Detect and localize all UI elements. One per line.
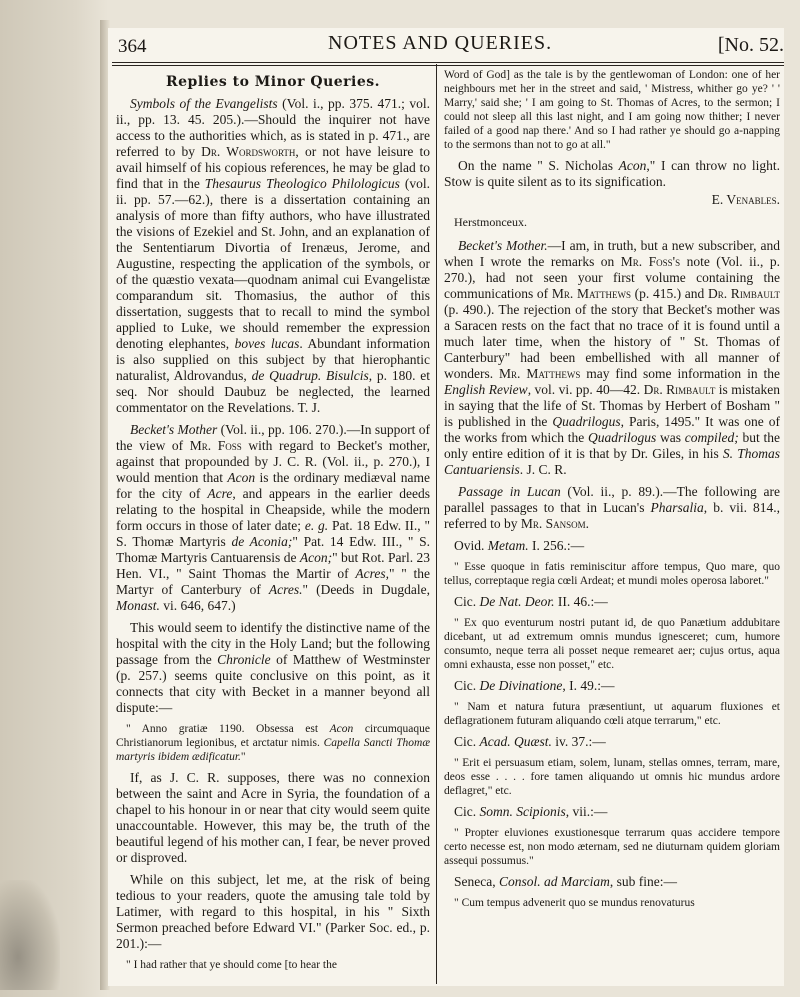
text-run: was [656, 430, 685, 445]
text-run: Pat. 18 Edw. II., " S. Thomæ Martyris [116, 518, 431, 549]
header-rule-thin [112, 65, 784, 66]
issue-number: [No. 52. [717, 34, 784, 56]
text-run: " Pat. 14 Edw. III., " S. Thomæ Martyris Cantuarensis de [116, 534, 431, 565]
citation-cic-nat-deor [454, 594, 780, 610]
text-run: " Propter eluviones exustionesque terrarum quas accidere tempore certo necesse est, non modo æternam, sed ne diuturnam quidem gloriam assequi possumus." [444, 827, 780, 867]
quote-ovid [444, 560, 780, 588]
text-run: This would seem to identify the distinctive name of the hospital with the city in the Holy Land; but the following passage from the [116, 620, 430, 667]
text-run: iv. 37.:— [551, 734, 606, 749]
text-run: , I. 49.:— [562, 678, 615, 693]
quote-cic-acad [444, 756, 780, 798]
text-run: Seneca, [454, 874, 499, 889]
text-run: " Erit ei persuasum etiam, solem, lunam, stellas omnes, terram, mare, deos esse . . . . fore tamen aliquando ut omnis hic mundus ardore deflagret," etc. [444, 757, 780, 797]
text-run: note (Vol. ii., p. 270.), had not seen your first volume containing the communications of [444, 254, 781, 301]
text-run: Passage in Lucan [458, 484, 561, 499]
text-run: (Vol. ii., pp. 106. 270.).—In support of the view of [116, 422, 430, 453]
text-run: (Vol. i., pp. 375. 471.; vol. ii., pp. 13. 45. 205.).—Should the inquirer not have access to the authorities which, as is stated in p. 471., are referred to by [116, 96, 430, 159]
text-run: of Matthew of Westminster (p. 257.) seems quite conclusive on this point, as it connects that city with Becket in a manner beyond all dispute:— [116, 652, 430, 715]
text-run: Mr. Matthews [551, 286, 631, 301]
text-run: , vol. vi. pp. 40—42. [527, 382, 644, 397]
text-run: Metam. [487, 538, 529, 553]
text-run: Mr. Sansom [520, 516, 586, 531]
text-run: On the name " S. Nicholas [458, 158, 619, 173]
paragraph-latimer-tale [116, 872, 430, 952]
text-run: Pharsalia [650, 500, 704, 515]
text-run: , p. 180. et seq. Nor should Daubuz be neglected, the learned commentator on the Revelations. T. J. [116, 368, 430, 415]
text-run: If, as J. C. R. supposes, there was no connexion between the saint and Acre in Syria, the foundation of a chapel to his honour in or near that city would seem quite unaccountable. However, this may be, the truth of the beautiful legend of his mother can, I fear, be never proved or disproved. [116, 770, 430, 865]
citation-cic-acad [454, 734, 780, 750]
text-run: Mr. Foss's [620, 254, 681, 269]
text-run: , or not have leisure to avail himself of his copious references, he may be glad to find that in the [116, 144, 431, 191]
text-run: Quadrilogus [552, 414, 621, 429]
text-run: , and appears in the earlier deeds relating to the hospital in Cheapside, while the modern form occurs in those of later date; [116, 486, 430, 533]
page-gutter-shadow [0, 0, 108, 997]
text-run: Somn. Scipionis [479, 804, 566, 819]
text-run: Becket's Mother [130, 422, 218, 437]
text-run: De Divinatione [479, 678, 563, 693]
left-column [116, 68, 430, 978]
text-run: (p. 490.). The rejection of the story that Becket's mother was a Saracen rests on the fact that no trace of it is found until a much later time, when the history of " St. Thomas of Canterbury" had been embellished with all manner of wonders. [444, 302, 780, 381]
text-run: (p. 415.) and [630, 286, 708, 301]
text-run: may find some information in the [580, 366, 780, 381]
text-run: " Cum tempus advenerit quo se mundus renovaturus [454, 897, 695, 909]
text-run: is mistaken in saying that the life of St. Thomas by Herbert of Bosham " is published in the [444, 382, 780, 429]
text-run: While on this subject, let me, at the risk of being tedious to your readers, quote the amusing tale told by Latimer, with regard to this hospital, in his " Sixth Sermon preached before Edward VI." (Parker Soc. ed., p. 201.):— [116, 872, 430, 951]
quote-latimer-continued [444, 68, 780, 152]
text-run: S. Thomas Cantuariensis [444, 446, 780, 477]
journal-title: NOTES AND QUERIES. [328, 32, 553, 54]
page-corner-stain [0, 880, 60, 990]
text-run: Dr. Rimbault [643, 382, 716, 397]
quote-cic-nat-deor [444, 616, 780, 672]
running-header [118, 32, 784, 62]
citation-seneca [454, 874, 780, 890]
text-run: (Vol. ii., p. 89.).—The following are parallel passages to that in Lucan's [444, 484, 781, 515]
citation-cic-somn [454, 804, 780, 820]
text-run: de Quadrup. Bisulcis [251, 368, 369, 383]
text-run: Chronicle [217, 652, 271, 667]
quote-latimer-start [116, 958, 430, 972]
text-run: II. 46.:— [554, 594, 608, 609]
text-run: Symbols of the Evangelists [130, 96, 278, 111]
text-run: Cic. [454, 594, 480, 609]
page-number: 364 [118, 36, 147, 57]
text-run: De Nat. Deor. [479, 594, 555, 609]
text-run: " but Rot. Parl. 23 Hen. VI., " Saint Thomas the Martir of [116, 550, 430, 581]
text-run: Acon [618, 158, 647, 173]
text-run: boves lucas [234, 336, 300, 351]
text-run: " [240, 751, 246, 763]
quote-cic-divinatione [444, 700, 780, 728]
text-run: e. g. [304, 518, 329, 533]
signature-venables: E. Venables. [711, 192, 780, 207]
text-run: " Anno gratiæ 1190. Obsessa est [126, 723, 330, 735]
text-run: Becket's Mother. [458, 238, 548, 253]
quote-seneca [444, 896, 780, 910]
text-run: Thesaurus Theologico Philologicus [204, 176, 400, 191]
text-run: circumquaque Christianorum legionibus, et arctatur nimis. [116, 723, 430, 749]
text-run: Consol. ad Marciam [498, 874, 610, 889]
paragraph-beckets-mother [116, 422, 430, 614]
text-run: , vii.:— [565, 804, 608, 819]
text-run: Acre [207, 486, 233, 501]
text-run: Cic. [454, 678, 480, 693]
text-run: Acad. Quæst. [479, 734, 552, 749]
paragraph-hospital-name [116, 620, 430, 716]
text-run: Acres. [268, 582, 303, 597]
text-run: Ovid. [454, 538, 488, 553]
text-run: Cic. [454, 734, 480, 749]
text-run: Capella Sancti Thomæ martyris ibidem ædificatur. [116, 737, 431, 763]
header-rule [112, 62, 784, 63]
text-run: " Nam et natura futura præsentiunt, ut aquarum fluxiones et deflagrationem futuram aliquando cœli atque terrarum," etc. [444, 701, 780, 727]
text-run: ," I can throw no light. Stow is quite silent as to its signification. [444, 158, 780, 189]
text-run: but the only entire edition of it is that by Dr. Giles, in his [444, 430, 781, 461]
citation-cic-divinatione [454, 678, 780, 694]
right-column [444, 68, 780, 916]
text-run: Dr. Rimbault [707, 286, 780, 301]
text-run: . [585, 516, 589, 531]
text-run: Dr. Wordsworth [201, 144, 296, 159]
text-run: Acon; [299, 550, 333, 565]
paragraph-symbols-evangelists [116, 96, 430, 416]
text-run: compiled; [684, 430, 739, 445]
text-run: de Aconia; [231, 534, 293, 549]
text-run: " I had rather that ye should come [to hear the [126, 959, 337, 971]
text-run: " Esse quoque in fatis reminiscitur affore tempus, Quo mare, quo tellus, correptaque regia cœli Ardeat; et mundi moles operosa laboret." [444, 561, 780, 587]
text-run: , sub fine:— [609, 874, 677, 889]
text-run: Cic. [454, 804, 480, 819]
text-run: Acon [227, 470, 256, 485]
text-run: Word of God] as the tale is by the gentlewoman of London: one of her neighbours met her in the street and said, ' Mistress, whither go ye? ' ' Marry,' said she; ' I am going to St. Thomas of Acres, to the sermon; I could not sleep all this last night, and I am going now thither; I never failed of a good nap there.' And so I had rather ye should go a-napping to the sermons than not to go at all." [444, 69, 780, 151]
quote-matthew-westminster [116, 722, 430, 764]
text-run: vi. 646, 647.) [159, 598, 236, 613]
text-run: —I am, in truth, but a new subscriber, and when I wrote the remarks on [444, 238, 780, 269]
text-run: English Review [444, 382, 528, 397]
text-run: Mr. Foss [189, 438, 242, 453]
text-run: " (Deeds in Dugdale, [302, 582, 430, 597]
text-run: " " the Martyr of Canterbury of [116, 566, 430, 597]
text-run: Acres, [355, 566, 389, 581]
text-run: , Paris, 1495." It was one of the works from which the [444, 414, 780, 445]
paragraph-passage-lucan [444, 484, 780, 532]
text-run: is the ordinary mediæval name for the city of [116, 470, 430, 501]
paragraph-beckets-mother-reply [444, 238, 780, 478]
paragraph-nicholas-acon [444, 158, 780, 190]
text-run: . Abundant information is also supplied on this subject by that hierophantic naturalist, Aldrovandus, [116, 336, 431, 383]
text-run: I. 256.:— [528, 538, 585, 553]
text-run: Acon [329, 723, 354, 735]
text-run: , b. vii. 814., referred to by [444, 500, 780, 531]
text-run: . J. C. R. [519, 462, 567, 477]
paragraph-acre-chapel [116, 770, 430, 866]
citation-ovid [454, 538, 780, 554]
text-run: " Ex quo eventurum nostri putant id, de quo Panætium addubitare dicebant, ut ad extremum omnis mundus ignesceret; cum, humore consumto, neque terra ali posset neque remearet aer; cujus ortus, aqua omni exhausta, esse non posset," etc. [444, 617, 780, 671]
column-divider [436, 64, 437, 984]
quote-cic-somn [444, 826, 780, 868]
text-run: (vol. ii. pp. 57.—62.), there is a dissertation containing an analysis of more than fifty authors, who have illustrated the visions of Ezekiel and St. John, and an explanation of the Sententiarum Divortia of Irenæus, Jerome, and Augustine, respecting the application of the symbols, or of the quæstio vexata—quodnam animal cui Evangelistæ comparandum sit. Thomasius, the author of this dissertation, suggests that to recall to mind the symbol applied to Luke, we should remember the expression denoting elephantes, [116, 176, 431, 351]
text-run: Monast. [116, 598, 160, 613]
place-herstmonceux: Herstmonceux. [454, 215, 527, 229]
section-heading: Replies to Minor Queries. [165, 74, 381, 90]
text-run: Mr. Matthews [499, 366, 581, 381]
text-run: Quadrilogus [588, 430, 657, 445]
text-run: with regard to Becket's mother, against that propounded by J. C. R. (Vol. ii., p. 270.), I would mention that [116, 438, 430, 485]
